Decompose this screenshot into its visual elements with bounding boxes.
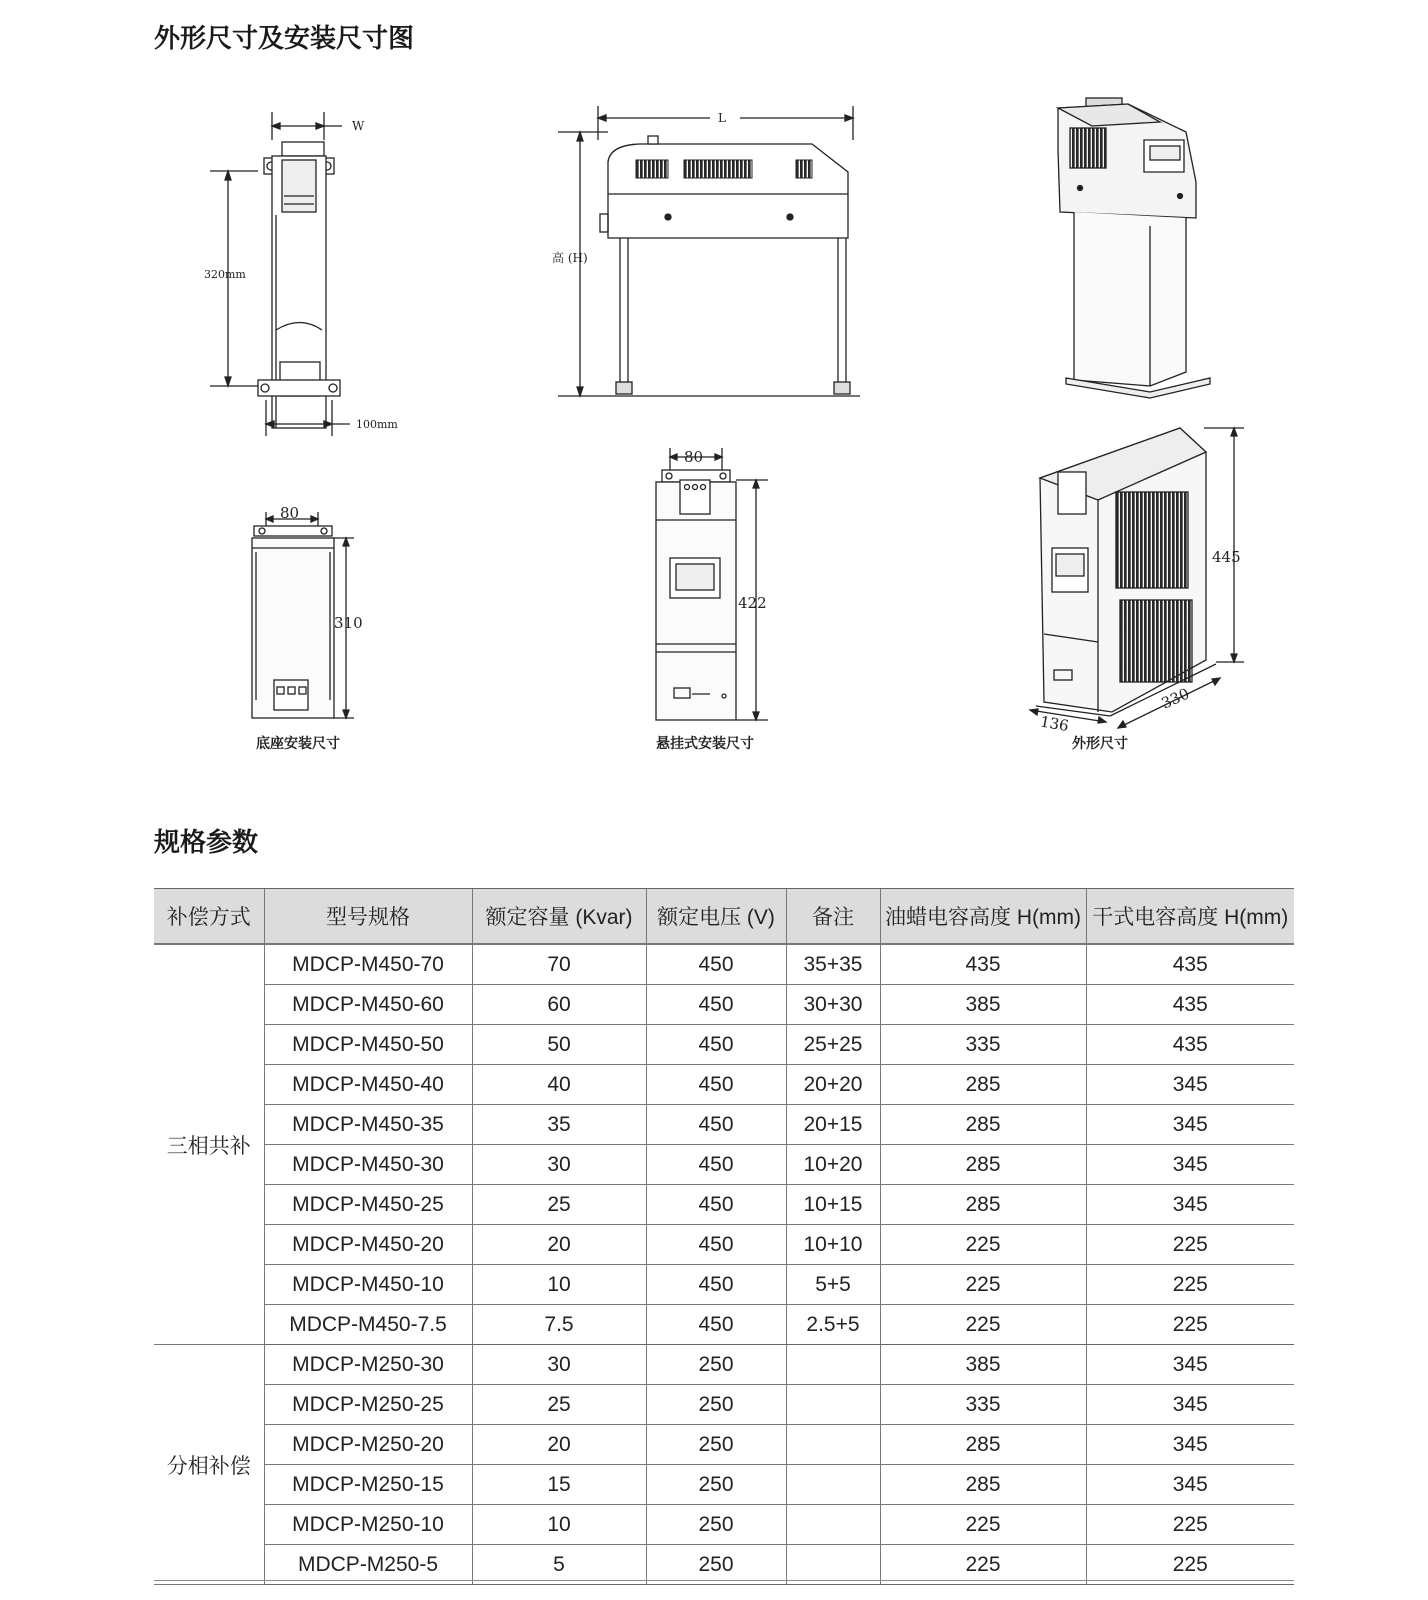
dry-height-cell: 345 [1086,1345,1294,1385]
dry-height-cell: 345 [1086,1425,1294,1465]
table-row [154,1025,1294,1065]
table-row [154,1305,1294,1345]
voltage-cell: 450 [646,1185,786,1225]
dry-height-cell: 225 [1086,1505,1294,1545]
capacity-cell: 10 [472,1505,646,1545]
header-compensation-mode: 补偿方式 [154,889,264,945]
dry-height-cell: 345 [1086,1385,1294,1425]
table-row [154,1385,1294,1425]
capacity-cell: 5 [472,1545,646,1585]
outline-width-label: 136 [1038,712,1071,736]
hanging-height-label: 422 [738,594,767,612]
capacity-cell: 10 [472,1265,646,1305]
dry-height-cell: 225 [1086,1545,1294,1585]
table-row [154,985,1294,1025]
dry-height-cell: 435 [1086,1025,1294,1065]
model-cell: MDCP-M450-60 [264,985,472,1025]
model-cell: MDCP-M450-40 [264,1065,472,1105]
header-remark: 备注 [786,889,880,945]
capacity-cell: 30 [472,1145,646,1185]
outline-height-label: 445 [1212,548,1241,566]
voltage-cell: 250 [646,1425,786,1465]
oil-wax-height-cell: 225 [880,1225,1086,1265]
capacity-cell: 70 [472,944,646,985]
front-view-drawing [204,112,398,436]
remark-cell [786,1545,880,1585]
capacity-cell: 25 [472,1385,646,1425]
dry-height-cell: 435 [1086,944,1294,985]
voltage-cell: 450 [646,944,786,985]
voltage-cell: 450 [646,1025,786,1065]
capacity-cell: 50 [472,1025,646,1065]
voltage-cell: 450 [646,985,786,1025]
oil-wax-height-cell: 385 [880,1345,1086,1385]
voltage-cell: 250 [646,1545,786,1585]
oil-wax-height-cell: 385 [880,985,1086,1025]
base-width-label: 80 [280,504,300,522]
model-cell: MDCP-M450-10 [264,1265,472,1305]
header-rated-capacity: 额定容量 (Kvar) [472,889,646,945]
front-height-label: 320mm [204,268,246,281]
model-cell: MDCP-M450-25 [264,1185,472,1225]
side-l-label: L [718,111,726,125]
dimensions-heading: 外形尺寸及安装尺寸图 [154,24,415,54]
remark-cell: 20+20 [786,1065,880,1105]
table-row [154,1425,1294,1465]
oil-wax-height-cell: 285 [880,1465,1086,1505]
compensation-mode-cell: 分相补偿 [154,1345,264,1585]
voltage-cell: 450 [646,1225,786,1265]
capacity-cell: 7.5 [472,1305,646,1345]
model-cell: MDCP-M450-20 [264,1225,472,1265]
base-mount-drawing [252,504,363,752]
remark-cell: 10+15 [786,1185,880,1225]
model-cell: MDCP-M450-50 [264,1025,472,1065]
capacity-cell: 20 [472,1225,646,1265]
remark-cell: 20+15 [786,1105,880,1145]
remark-cell: 5+5 [786,1265,880,1305]
table-row [154,1145,1294,1185]
oil-wax-height-cell: 435 [880,944,1086,985]
oil-wax-height-cell: 285 [880,1185,1086,1225]
header-rated-voltage: 额定电压 (V) [646,889,786,945]
table-row [154,1545,1294,1585]
remark-cell [786,1345,880,1385]
base-mount-caption: 底座安装尺寸 [256,736,340,752]
spec-table-header-row [154,889,1294,945]
model-cell: MDCP-M450-70 [264,944,472,985]
dry-height-cell: 345 [1086,1465,1294,1505]
oil-wax-height-cell: 225 [880,1505,1086,1545]
table-row [154,1065,1294,1105]
oil-wax-height-cell: 335 [880,1025,1086,1065]
remark-cell: 2.5+5 [786,1305,880,1345]
dimension-drawings [0,60,1428,760]
table-row [154,1225,1294,1265]
voltage-cell: 450 [646,1105,786,1145]
side-view-drawing [552,106,860,396]
dry-height-cell: 345 [1086,1185,1294,1225]
capacity-cell: 15 [472,1465,646,1505]
outline-depth-label: 330 [1158,684,1193,713]
hanging-mount-drawing [656,448,768,752]
dry-height-cell: 435 [1086,985,1294,1025]
voltage-cell: 250 [646,1505,786,1545]
oil-wax-height-cell: 335 [880,1385,1086,1425]
model-cell: MDCP-M250-25 [264,1385,472,1425]
model-cell: MDCP-M450-35 [264,1105,472,1145]
oil-wax-height-cell: 285 [880,1105,1086,1145]
dry-height-cell: 345 [1086,1105,1294,1145]
header-oil-wax-height: 油蜡电容高度 H(mm) [880,889,1086,945]
table-row [154,1265,1294,1305]
remark-cell: 25+25 [786,1025,880,1065]
model-cell: MDCP-M450-30 [264,1145,472,1185]
voltage-cell: 450 [646,1065,786,1105]
remark-cell [786,1465,880,1505]
capacity-cell: 30 [472,1345,646,1385]
voltage-cell: 250 [646,1345,786,1385]
voltage-cell: 450 [646,1305,786,1345]
voltage-cell: 450 [646,1265,786,1305]
header-dry-height: 干式电容高度 H(mm) [1086,889,1294,945]
capacity-cell: 20 [472,1425,646,1465]
dry-height-cell: 225 [1086,1225,1294,1265]
dry-height-cell: 345 [1086,1145,1294,1185]
hanging-width-label: 80 [684,448,704,466]
remark-cell [786,1385,880,1425]
header-model: 型号规格 [264,889,472,945]
voltage-cell: 250 [646,1465,786,1505]
oil-wax-height-cell: 225 [880,1265,1086,1305]
model-cell: MDCP-M250-30 [264,1345,472,1385]
table-row [154,1345,1294,1385]
isometric-hanging-drawing [1058,98,1210,398]
oil-wax-height-cell: 225 [880,1305,1086,1345]
model-cell: MDCP-M250-20 [264,1425,472,1465]
hanging-mount-caption: 悬挂式安装尺寸 [656,736,754,752]
base-height-label: 310 [334,614,363,632]
capacity-cell: 40 [472,1065,646,1105]
outline-drawing [1030,428,1244,752]
model-cell: MDCP-M250-15 [264,1465,472,1505]
capacity-cell: 25 [472,1185,646,1225]
dry-height-cell: 225 [1086,1265,1294,1305]
front-base-label: 100mm [356,418,398,431]
bottom-rule [154,1580,1294,1581]
oil-wax-height-cell: 285 [880,1065,1086,1105]
oil-wax-height-cell: 285 [880,1425,1086,1465]
remark-cell [786,1425,880,1465]
table-row [154,1505,1294,1545]
capacity-cell: 35 [472,1105,646,1145]
table-row [154,1465,1294,1505]
remark-cell: 10+10 [786,1225,880,1265]
outline-caption: 外形尺寸 [1072,736,1128,752]
dry-height-cell: 225 [1086,1305,1294,1345]
spec-table-body [154,944,1294,1585]
table-row [154,944,1294,985]
table-row [154,1185,1294,1225]
table-row [154,1105,1294,1145]
remark-cell: 30+30 [786,985,880,1025]
spec-table [154,888,1294,1585]
compensation-mode-cell: 三相共补 [154,944,264,1345]
capacity-cell: 60 [472,985,646,1025]
dry-height-cell: 345 [1086,1065,1294,1105]
remark-cell [786,1505,880,1545]
model-cell: MDCP-M250-10 [264,1505,472,1545]
front-w-label: W [352,119,365,133]
model-cell: MDCP-M250-5 [264,1545,472,1585]
specs-heading: 规格参数 [154,828,259,858]
model-cell: MDCP-M450-7.5 [264,1305,472,1345]
remark-cell: 10+20 [786,1145,880,1185]
oil-wax-height-cell: 225 [880,1545,1086,1585]
oil-wax-height-cell: 285 [880,1145,1086,1185]
remark-cell: 35+35 [786,944,880,985]
side-h-label: 高 (H) [552,251,588,265]
voltage-cell: 450 [646,1145,786,1185]
voltage-cell: 250 [646,1385,786,1425]
